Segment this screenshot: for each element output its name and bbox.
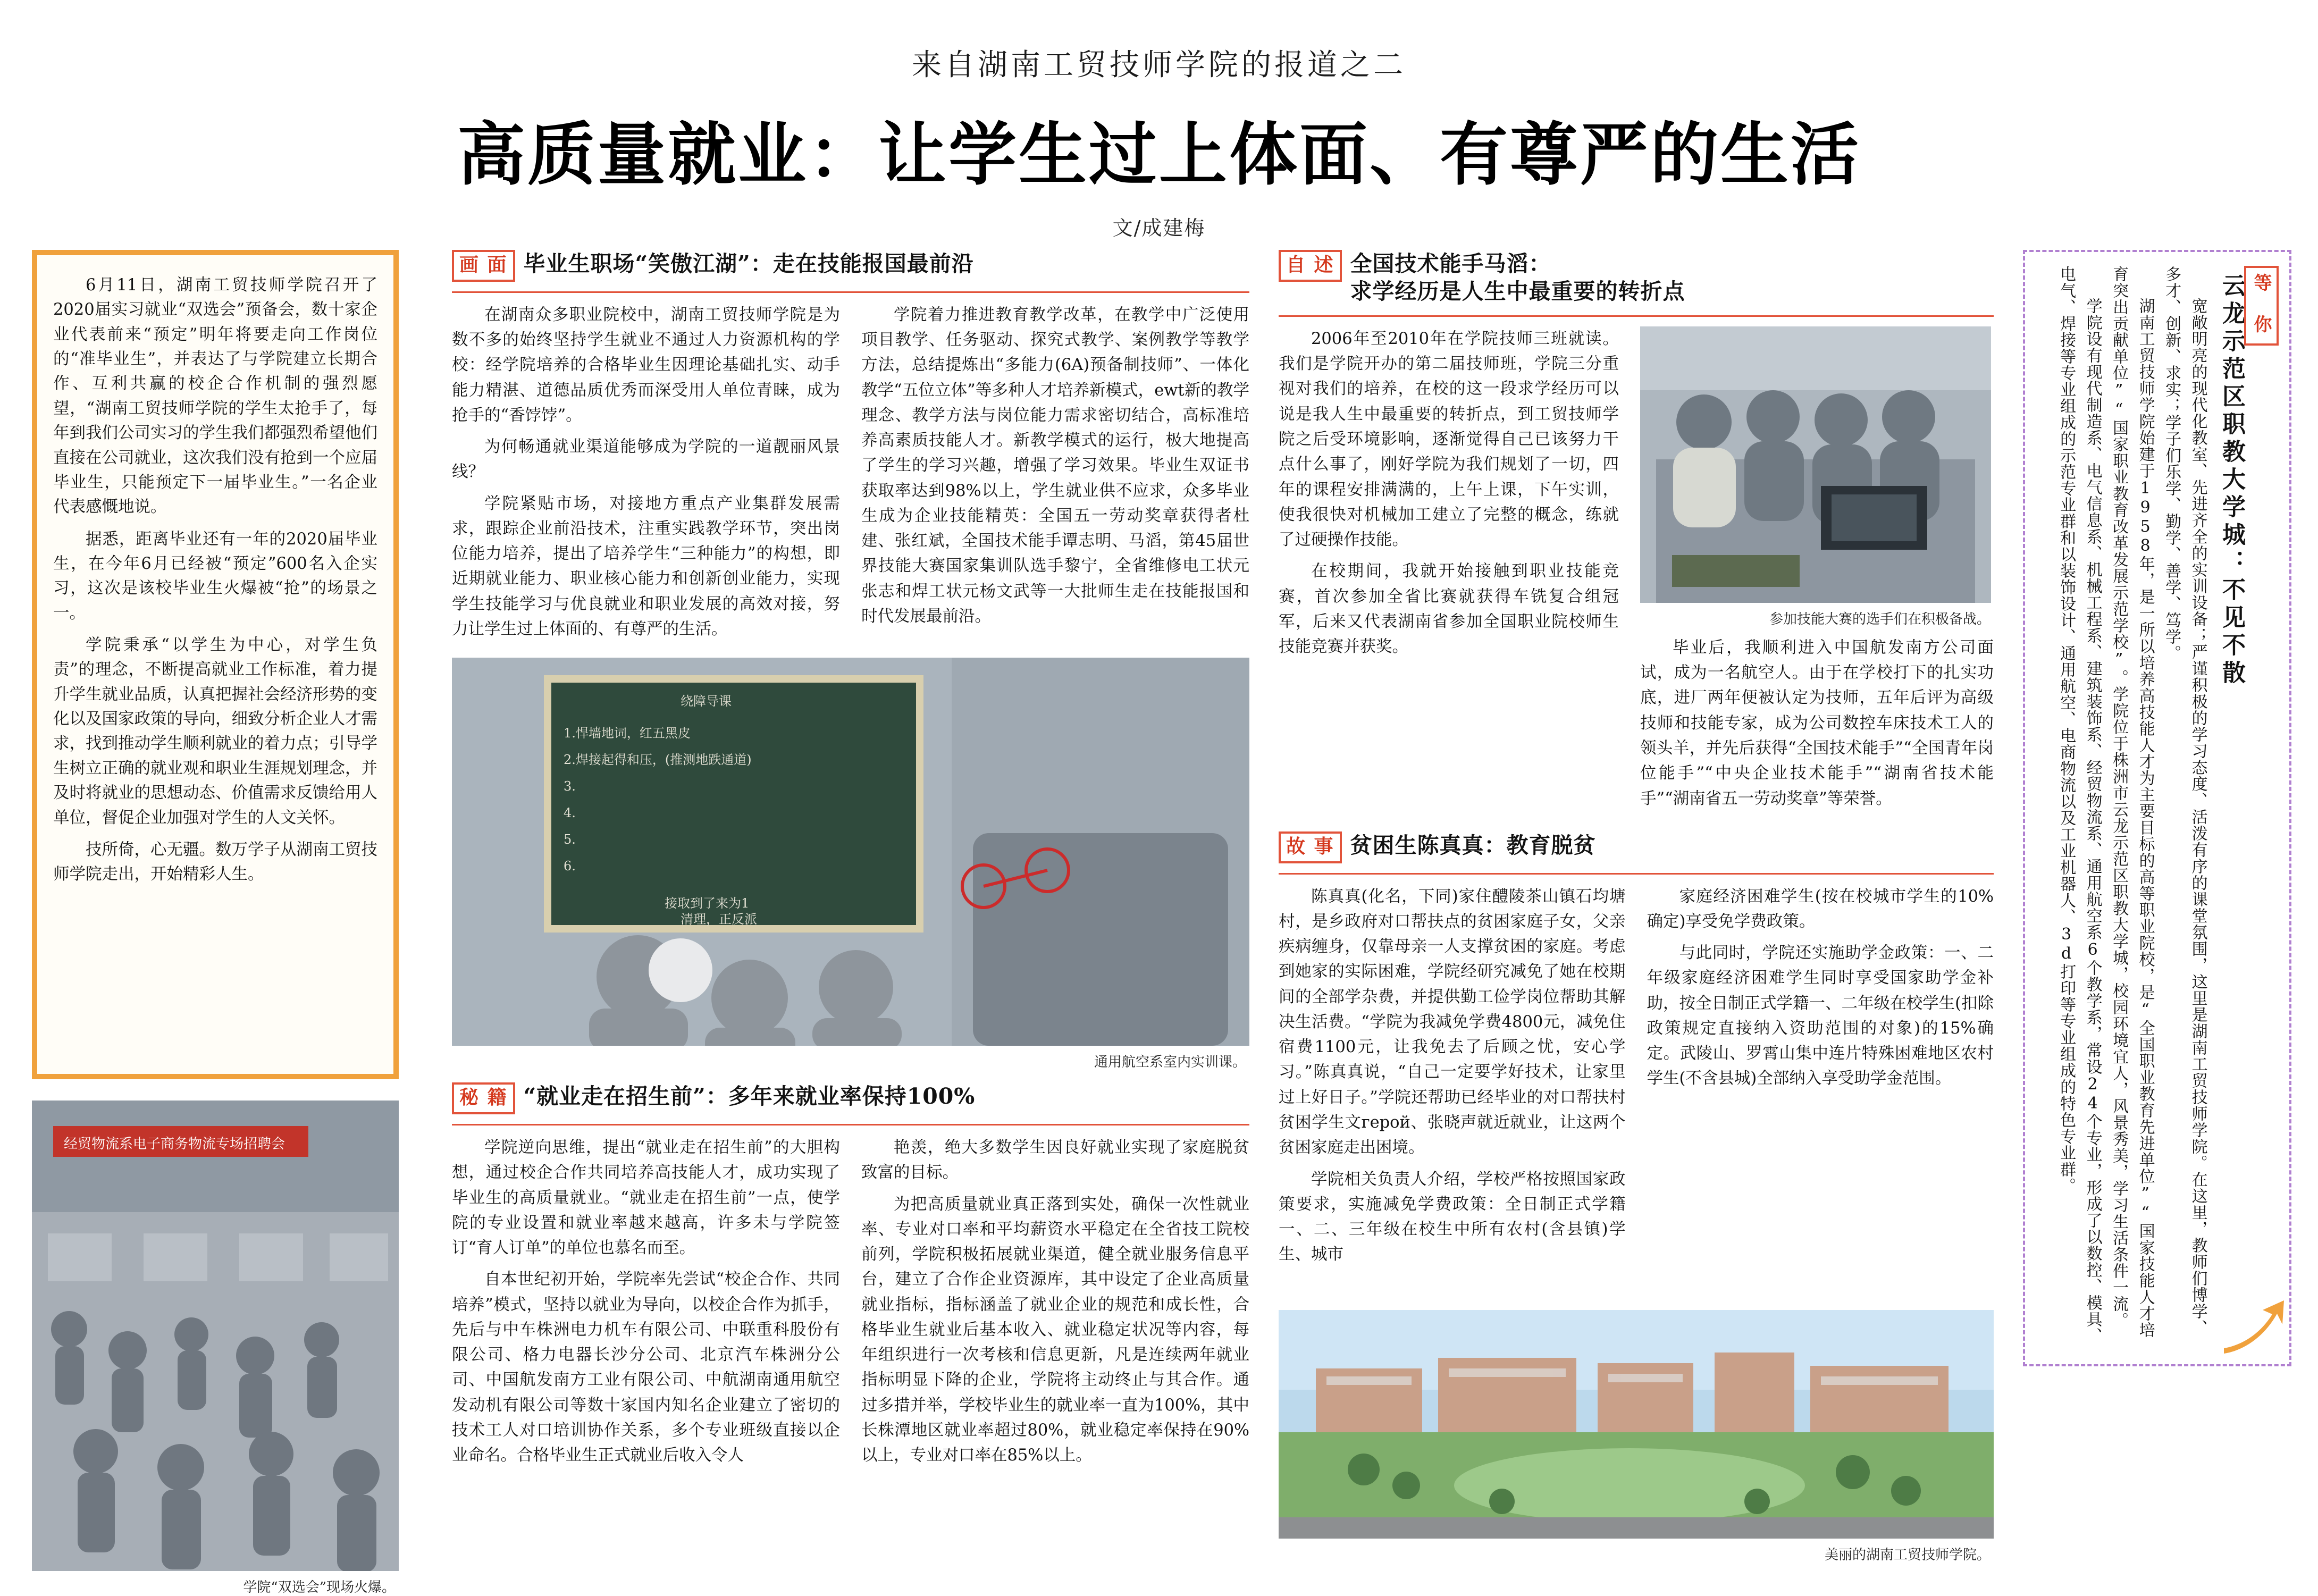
classroom-photo-wrap — [452, 658, 1249, 1071]
svg-text:6.: 6. — [564, 859, 576, 874]
section-head-picture — [452, 250, 1249, 282]
paragraph: 与此同时，学院还实施助学金政策：一、二年级家庭经济困难学生同时享受国家助学金补助，按全日制正式学籍一、二年级在校学生(扣除政策规定直接纳入资助范围的对象)的15%确定。武陵山、罗霄山集中连片特殊困难地区农村学生(不含县城)全部纳入享受助学金范围。 — [1647, 944, 1994, 1088]
paragraph: 学院紧贴市场，对接地方重点产业集群发展需求，跟踪企业前沿技术，注重实践教学环节，突出岗位能力培养，提出了培养学生“三种能力”的构想，即近期就业能力、职业核心能力和创新创业能力，实现学生技能学习与优良就业和职业发展的高效对接，努力让学生过上体面的、有尊严的生活。 — [452, 494, 840, 639]
column-grid — [32, 250, 2289, 1595]
section-title-self-line2: 求学经历是人生中最重要的转折点 — [1350, 279, 1685, 305]
svg-text:绕障导课: 绕障导课 — [681, 694, 732, 709]
lead-paragraph: 据悉，距离毕业还有一年的2020届毕业生，在今年6月已经被“预定”600名入企实习，这次是该校毕业生火爆被“抢”的场景之一。 — [53, 530, 377, 623]
section-body-story — [1279, 884, 1994, 1274]
section-title-self-line1: 全国技术能手马滔： — [1350, 251, 1551, 276]
paragraph: 在校期间，我就开始接触到职业技能竞赛，首次参加全省比赛就获得车铣复合组冠军，后来又代表湖南省参加全国职业院校师生技能竞赛并获奖。 — [1279, 562, 1619, 657]
lead-paragraph: 技所倚，心无疆。数万学子从湖南工贸技师学院走出，开始精彩人生。 — [53, 840, 377, 884]
section-secret — [452, 1082, 1249, 1474]
classroom-training-photo — [452, 658, 1249, 1046]
column-rail — [2023, 250, 2291, 1564]
paragraph: 为何畅通就业渠道能够成为学院的一道靓丽风景线？ — [452, 438, 840, 482]
paragraph: 学院着力推进教育教学改革，在教学中广泛使用项目教学、任务驱动、探究式教学、案例教学等教学方法，总结提炼出“多能力(6A)预备制技师”、一体化教学“五位立体”等多种人才培养新模式，ewt新的教学理念、教学方法与岗位能力需求密切结合，高标准培养高素质技能人才。新教学模式的运行，极大地提高了学生的学习兴趣，增强了学习效果。毕业生双证书获取率达到98%以上，学生就业供不应求，众多毕业生成为企业技能精英：全国五一劳动奖章获得者杜建、张红斌，全国技术能手谭志明、马滔，第45届世界技能大赛国家集训队选手黎宁，全省维修电工状元张志和焊工状元杨文武等一大批师生走在技能报国和时代发展最前沿。 — [861, 305, 1249, 626]
divider — [1279, 873, 1994, 875]
paragraph: 陈真真(化名，下同)家住醴陵茶山镇石均塘村，是乡政府对口帮扶点的贫困家庭子女，父亲疾病缠身，仅靠母亲一人支撑贫困的家庭。考虑到她家的实际困难，学院经研究减免了她在校期间的全部学杂费，并提供勤工俭学岗位帮助其解决生活费。“学院为我减免学费4800元，减免住宿费1100元，让我免去了后顾之忧，安心学习。”陈真真说，“自己一定要学好技术，让家里过上好日子。”学院还帮助已经毕业的对口帮扶村贫困学生文герой、张晓声就近就业，让这两个贫困家庭走出困境。 — [1279, 887, 1626, 1157]
rail-body — [2053, 266, 2211, 1350]
section-tag-story: 故 事 — [1279, 831, 1342, 863]
divider — [452, 291, 1249, 293]
paragraph: 自本世纪初开始，学院率先尝试“校企合作、共同培养”模式，坚持以就业为导向，以校企合作为抓手，先后与中车株洲电力机车有限公司、中联重科股份有限公司、格力电器长沙分公司、北京汽车株洲分公司、中国航发南方工业有限公司、中航湖南通用航空发动机有限公司等数十家国内知名企业建立了密切的技术工人对口培训协作关系，多个专业班级直接以企业命名。合格毕业生正式就业后收入令人 — [452, 1270, 840, 1465]
campus-aerial-photo — [1279, 1310, 1994, 1539]
skills-competition-photo — [1640, 326, 1991, 603]
lead-paragraph: 学院秉承“以学生为中心，对学生负责”的理念，不断提高就业工作标准，着力提升学生就业品质，认真把握社会经济形势的变化以及国家政策的导向，细致分析企业人才需求，找到推动学生顺利就业的着力点；引导学生树立正确的就业观和职业生涯规划理念，并及时将就业的思想动态、价值需求反馈给用人单位，督促企业加强对学生的人文关怀。 — [53, 636, 377, 827]
paragraph: 2006年至2010年在学院技师三班就读。我们是学院开办的第二届技师班，学院三分重视对我们的培养，在校的这一段求学经历可以说是我人生中最重要的转折点，到工贸技师学院之后受环境影响，逐渐觉得自己已该努力干点什么事了，刚好学院为我们规划了一切，四年的课程安排满满的，上午上课，下午实训，使我很快对机械加工建立了完整的概念，练就了过硬操作技能。 — [1279, 329, 1619, 550]
svg-text:3.: 3. — [564, 779, 576, 794]
section-tag-secret: 秘 籍 — [452, 1082, 515, 1114]
job-fair-photo — [32, 1101, 399, 1571]
section-title-self — [1350, 250, 1994, 306]
paragraph: 艳羡，绝大多数学生因良好就业实现了家庭脱贫致富的目标。 — [861, 1138, 1249, 1182]
byline: 文/成建梅 — [1112, 216, 1206, 240]
paragraph: 毕业后，我顺利进入中国航发南方公司面试，成为一名航空人。由于在学校打下的扎实功底，进厂两年便被认定为技师，五年后评为高级技师和技能专家，成为公司数控车床技术工人的领头羊，并先后获得“全国技术能手”“全国青年岗位能手”“中央企业技术能手”“湖南省技术能手”“湖南省五一劳动奖章”等荣誉。 — [1640, 638, 1994, 808]
paragraph: 学院逆向思维，提出“就业走在招生前”的大胆构想，通过校企合作共同培养高技能人才，成功实现了毕业生的高质量就业。“就业走在招生前”一点，使学院的专业设置和就业率越来越高，许多未与学院签订“育人订单”的单位也慕名而至。 — [452, 1138, 840, 1258]
section-head-story — [1279, 831, 1994, 863]
rail-title: 云龙示范区职教大学城：不见不散 — [2218, 273, 2245, 688]
masthead — [0, 41, 2318, 241]
campus-photo-wrap — [1279, 1310, 1994, 1564]
svg-text:1.悍墙地词，红五黑皮: 1.悍墙地词，红五黑皮 — [564, 726, 691, 741]
classroom-photo-caption: 通用航空系室内实训课。 — [1094, 1054, 1246, 1071]
kicker-line: 来自湖南工贸技师学院的报道之二 — [912, 48, 1406, 82]
section-title-story: 贫困生陈真真：教育脱贫 — [1350, 832, 1596, 858]
rail-box — [2023, 250, 2291, 1366]
svg-text:5.: 5. — [564, 832, 576, 847]
svg-text:清理，正反派: 清理，正反派 — [681, 912, 757, 927]
decorative-swoosh-icon — [2221, 1295, 2285, 1359]
section-tag-self: 自 述 — [1279, 250, 1342, 282]
svg-text:接取到了来为1: 接取到了来为1 — [665, 896, 750, 911]
section-head-self — [1279, 250, 1994, 306]
lead-box — [32, 250, 399, 1079]
section-title-secret: “就业走在招生前”：多年来就业率保持100% — [523, 1083, 976, 1110]
svg-text:4.: 4. — [564, 805, 576, 821]
divider — [1279, 315, 1994, 317]
paragraph: 在湖南众多职业院校中，湖南工贸技师学院是为数不多的始终坚持学生就业不通过人力资源机构的学校：经学院培养的合格毕业生因理论基础扎实、动手能力精湛、道德品质优秀而深受用人单位青睐，成为抢手的“香饽饽”。 — [452, 305, 840, 425]
skills-competition-photo-caption: 参加技能大赛的选手们在积极备战。 — [1769, 611, 1991, 627]
section-body-picture — [452, 303, 1249, 648]
section-tag-picture: 画 面 — [452, 250, 515, 282]
svg-text:经贸物流系电子商务物流专场招聘会: 经贸物流系电子商务物流专场招聘会 — [64, 1136, 285, 1152]
section-title-picture: 毕业生职场“笑傲江湖”：走在技能报国最前沿 — [523, 251, 974, 276]
paragraph: 为把高质量就业真正落到实处，确保一次性就业率、专业对口率和平均薪资水平稳定在全省技工院校前列，学院积极拓展就业渠道，健全就业服务信息平台，建立了合作企业资源库，其中设定了企业高质量就业指标，指标涵盖了就业企业的规范和成长性，合格毕业生就业后基本收入、就业稳定状况等内容，每年组织进行一次考核和信息更新，凡是连续两年就业指标明显下降的企业，学院将主动终止与其合作。通过多措并举，学校毕业生的就业率一直为100%，其中长株潭地区就业率超过80%，就业稳定率保持在90%以上，专业对口率在85%以上。 — [861, 1195, 1249, 1465]
divider — [452, 1124, 1249, 1125]
section-head-secret — [452, 1082, 1249, 1114]
lead-paragraph: 6月11日，湖南工贸技师学院召开了2020届实习就业“双选会”预备会，数十家企业代表前来“预定”明年将要走向工作岗位的“准毕业生”，并表达了与学院建立长期合作、互利共赢的校企合作机制的强烈愿望，“湖南工贸技师学院的学生太抢手了，每年到我们公司实习的学生我们都强烈希望他们直接在公司就业，这次我们没有抢到一个应届毕业生，只能预定下一届毕业生。”一名企业代表感慨地说。 — [53, 276, 377, 517]
paragraph: 湖南工贸技师学院始建于1958年，是一所以培养高技能人才为主要目标的高等职业院校，是“全国职业教育先进单位”“国家技能人才培育突出贡献单位”“国家职业教育改革发展示范学校”。学院位于株洲市云龙示范区职教大学城，校园环境宜人，风景秀美，学习生活条件一流。 — [2110, 266, 2155, 1338]
rail-head — [2219, 266, 2279, 1350]
job-fair-photo-wrap — [32, 1101, 399, 1596]
paragraph: 家庭经济困难学生(按在校城市学生的10%确定)享受免学费政策。 — [1647, 887, 1994, 931]
campus-photo-caption: 美丽的湖南工贸技师学院。 — [1824, 1547, 1991, 1563]
paragraph: 学院相关负责人介绍，学校严格按照国家政策要求，实施减免学费政策：全日制正式学籍一、二、三年级在校生中所有农村(含县镇)学生、城市 — [1279, 1170, 1626, 1264]
paragraph: 学院设有现代制造系、电气信息系、机械工程系、建筑装饰系、经贸物流系、通用航空系6个教学系，常设24个专业，形成了以数控、模具、电气、焊接等专业组成的示范专业群和以装饰设计、通用航空、电商物流以及工业机器人、3d打印等专业组成的特色专业群。 — [2057, 266, 2102, 1344]
paragraph: 宽敞明亮的现代化教室、先进齐全的实训设备；严谨积极的学习态度、活泼有序的课堂氛围，这里是湖南工贸技师学院。在这里，教师们博学、多才、创新、求实；学子们乐学、勤学、善学、笃学。 — [2162, 266, 2207, 1336]
job-fair-photo-caption: 学院“双选会”现场火爆。 — [243, 1580, 396, 1595]
column-three — [1279, 250, 1994, 1564]
section-story — [1279, 831, 1994, 1274]
svg-text:2.焊接起得和压，(推测地跌通道): 2.焊接起得和压，(推测地跌通道) — [564, 752, 752, 768]
column-two — [452, 250, 1249, 1564]
section-body-self — [1279, 326, 1994, 818]
rail-tag: 等 你 — [2244, 266, 2279, 346]
page-title: 高质量就业：让学生过上体面、有尊严的生活 — [457, 115, 1861, 195]
column-left — [32, 250, 399, 1595]
section-body-secret — [452, 1135, 1249, 1474]
